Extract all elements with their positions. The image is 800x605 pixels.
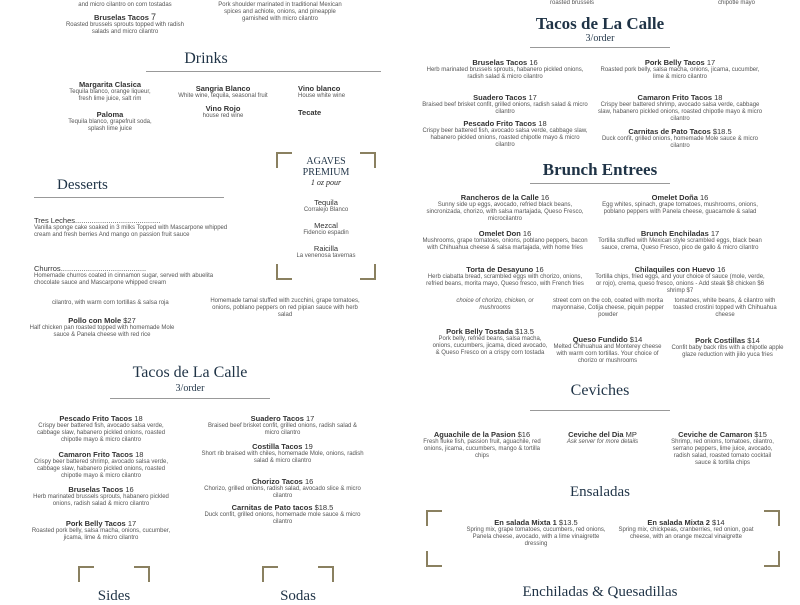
taco-item: Carnitas de Pato tacos $18.5 Duck confit, grilled onions, homemade mole sauce & micro cilantro <box>204 503 361 525</box>
frame-corner <box>426 510 442 526</box>
brunch-item: Pork Costillas $14 Confit baby back ribs with a chipotle apple glaze reduction with jiilo yuca fries <box>671 336 784 358</box>
agave-item: Raicilla La venenosa tavernas <box>296 244 356 259</box>
drink-item: Vino blanco House white wine <box>298 84 346 99</box>
frame-corner <box>764 551 780 567</box>
section-title-brunch: Brunch Entrees <box>542 160 658 179</box>
brunch-item: Omelet Doña 16 Egg whites, spinach, grape tomatoes, mushrooms, onions, poblano peppers with Panela cheese, guacamole & salad <box>602 193 758 215</box>
divider <box>146 71 381 72</box>
taco-item: Bruselas Tacos 16 Herb marinated brussels sprouts, habanero pickled onions, radish salad & micro cilantro <box>426 58 584 80</box>
drink-item: Paloma Tequila blanco, grapefruit soda, splash lime juice <box>68 110 152 132</box>
drink-item: Vino Rojo house red wine <box>202 104 244 119</box>
drink-item: Tecate <box>298 108 322 117</box>
divider <box>110 398 270 399</box>
taco-item: Suadero Tacos 17 Braised beef brisket confit, grilled onions, radish salad & micro cilantro <box>422 93 588 115</box>
ceviche-item: Aguachile de la Pasion $16 Fresh fluke fish, passion fruit, aguachile, red onions, jicama, cucumbers, mango & tortilla chips <box>423 430 541 459</box>
section-title-enchiladas: Enchiladas & Quesadillas <box>522 584 678 600</box>
section-title-ensaladas: Ensaladas <box>570 484 630 500</box>
agaves-premium-box <box>276 152 376 280</box>
drink-item: Margarita Clasica Tequila blanco, orange liqueur, fresh lime juice, salt rim <box>69 80 151 102</box>
frame-corner <box>426 551 442 567</box>
taco-item: Pescado Frito Tacos 18 Crispy beer battered fish, avocado salsa verde, cabbage slaw, habanero pickled onions, roasted chipotle mayo & micro cilantro <box>422 119 588 148</box>
agave-item: Mezcal Fidencio espadin <box>303 221 349 236</box>
taco-item: Suadero Tacos 17 Braised beef brisket confit, grilled onions, radish salad & micro cilantro <box>207 414 358 436</box>
ceviche-item: Ceviche de Camaron $15 Shrimp, red onions, tomatoes, cilantro, serrano peppers, lime juice, avocado, radish salad, roasted tomato cocktail sauce & tortilla chips <box>671 430 774 466</box>
divider <box>34 197 224 198</box>
menu-item: Pollo con Mole $27 Half chicken pan roasted topped with homemade Mole sauce & Panela cheese with red rice <box>29 316 175 338</box>
taco-item: Bruselas Tacos 16 Herb marinated brussels sprouts, habanero pickled onions, radish salad & micro cilantro <box>33 485 169 507</box>
dessert-item: Churros......................................... Homemade churros coated in cinnamon sugar, served with abuelita chocolate sauce and Mascarpone whipped cream <box>34 264 214 286</box>
agave-item: Tequila Corralejo Blanco <box>303 198 349 213</box>
section-title-ceviches: Ceviches <box>570 382 630 399</box>
section-subtitle: 3/order <box>585 33 615 44</box>
fragment-note: cilantro, with warm corn tortillas & salsa roja <box>52 300 169 306</box>
brunch-item: Queso Fundido $14 Melted Chihuahua and Monterey cheese with warm corn tortillas. Your choice of chorizo or mushrooms <box>553 335 662 364</box>
brunch-item: Omelet Don 16 Mushrooms, grape tomatoes, onions, poblano peppers, bacon with Chihuahua cheese & salsa martajada, with home fries <box>422 229 588 251</box>
sodas-box <box>262 566 334 604</box>
taco-item: Carnitas de Pato Tacos $18.5 Duck confit, grilled onions, homemade Mole sauce & micro cilantro <box>601 127 759 149</box>
section-title-sides: Sides <box>97 588 131 604</box>
fragment-note: and micro cilantro on corn tostadas <box>78 2 172 8</box>
fragment-note: Pork shoulder marinated in traditional Mexican spices and achiote, onions, and pineapple garnished with micro cilantro <box>218 2 342 22</box>
frame-corner <box>134 566 150 582</box>
frame-corner <box>360 264 376 280</box>
brunch-item: Torta de Desayuno 16 Herb ciabatta bread, scrambled eggs with chorizo, onions, refried beans, morita mayo, Queso fresco, with French fries <box>426 265 584 287</box>
taco-item: Costilla Tacos 19 Short rib braised with chiles, homemade Mole, onions, radish salad & micro cilantro <box>201 442 364 464</box>
menu-item: Bruselas Tacos 7 Roasted brussels sprouts topped with radish salads and micro cilantro <box>65 12 185 35</box>
taco-item: Camaron Frito Tacos 18 Crispy beer battered shrimp, avocado salsa verde, cabbage slaw, habanero pickled onions, roasted chipotle mayo & micro cilantro <box>597 93 763 122</box>
section-title-desserts: Desserts <box>57 177 108 193</box>
frame-corner <box>78 566 94 582</box>
agaves-subtitle: PREMIUM <box>302 167 350 178</box>
frame-corner <box>318 566 334 582</box>
ceviche-item: Ceviche del Dia MP Ask server for more details <box>566 430 639 445</box>
agaves-title: AGAVES <box>306 156 346 167</box>
taco-item: Pork Belly Tacos 17 Roasted pork belly, salsa macha, onions, cucumber, jicama, lime & micro cilantro <box>31 519 171 541</box>
taco-item: Chorizo Tacos 16 Chorizo, grilled onions, radish salad, avocado slice & micro cilantro <box>204 477 361 499</box>
fragment-note: Homemade tamal stuffed with zucchini, grape tomatoes, onions, poblano peppers on red pipian sauce with herb salad <box>210 298 360 318</box>
section-subtitle: 3/order <box>175 383 205 394</box>
brunch-item: Brunch Enchiladas 17 Tortilla stuffed with Mexican style scrambled eggs, black bean sauce, crema, Queso Fresco, pico de gallo & micro cilantro <box>598 229 762 251</box>
divider <box>530 47 670 48</box>
brunch-item: Chilaquiles con Huevo 16 Tortilla chips, fried eggs, and your choice of sauce (mole, verde, or rojo), crema, queso fresco, onions - Add steak $8 chicken $6 shrimp $7 <box>595 265 765 294</box>
right-menu-page <box>400 0 800 600</box>
divider <box>530 410 670 411</box>
drink-item: Sangria Blanco White wine, tequila, seasonal fruit <box>178 84 268 99</box>
section-title-tacos: Tacos de La Calle <box>132 364 248 381</box>
salad-item: En salada Mixta 2 $14 Spring mix, chickpeas, cranberries, red onion, goat cheese, with an orange mezcal vinaigrette <box>618 518 754 540</box>
salad-item: En salada Mixta 1 $13.5 Spring mix, grape tomatoes, cucumbers, red onions, Panela cheese, avocado, with a lime vinaigrette dressing <box>466 518 606 547</box>
fragment-note: roasted brussels <box>550 0 595 6</box>
fragment-note: street corn on the cob, coated with morita mayonnaise, Cotija cheese, piquin pepper powder <box>552 298 664 318</box>
frame-corner <box>764 510 780 526</box>
fragment-note: chipotle mayo <box>718 0 756 6</box>
fragment-note: tomatoes, white beans, & cilantro with toasted crostini topped with Chihuahua cheese <box>673 298 777 318</box>
section-title-drinks: Drinks <box>184 50 228 67</box>
fragment-note: choice of chorizo, chicken, or mushrooms <box>456 298 534 311</box>
section-title-sodas: Sodas <box>280 588 316 604</box>
ensaladas-box <box>426 510 780 567</box>
left-menu-page <box>0 0 400 604</box>
taco-item: Pork Belly Tacos 17 Roasted pork belly, salsa macha, onions, jicama, cucumber, lime & micro cilantro <box>600 58 760 80</box>
dessert-item: Tres Leches......................................... Vanilla sponge cake soaked in 3 milks Topped with Mascarpone whipped cream and fresh berries And mango on passion fruit sauce <box>34 216 228 238</box>
taco-item: Pescado Frito Tacos 18 Crispy beer battered fish, avocado salsa verde, cabbage slaw, habanero pickled onions, roasted chipotle mayo & micro cilantro <box>36 414 166 443</box>
brunch-item: Pork Belly Tostada $13.5 Pork belly, refried beans, salsa macha, onions, cucumbers, jicama, diced avocado, & Queso Fresco on a crispy corn tostada <box>432 327 548 356</box>
divider <box>530 183 670 184</box>
agaves-pour: 1 oz pour <box>310 178 342 187</box>
sides-box <box>78 566 150 604</box>
section-title-tacos: Tacos de La Calle <box>535 14 665 33</box>
frame-corner <box>262 566 278 582</box>
taco-item: Camaron Frito Tacos 18 Crispy beer battered shrimp, avocado salsa verde, cabbage slaw, habanero pickled onions, roasted chipotle mayo & micro cilantro <box>33 450 169 479</box>
brunch-item: Rancheros de la Calle 16 Sunny side up eggs, avocado, refried black beans, sincronizada, chorizo, with salsa martajada, Queso Fresco, microcilantro <box>426 193 584 222</box>
frame-corner <box>276 264 292 280</box>
